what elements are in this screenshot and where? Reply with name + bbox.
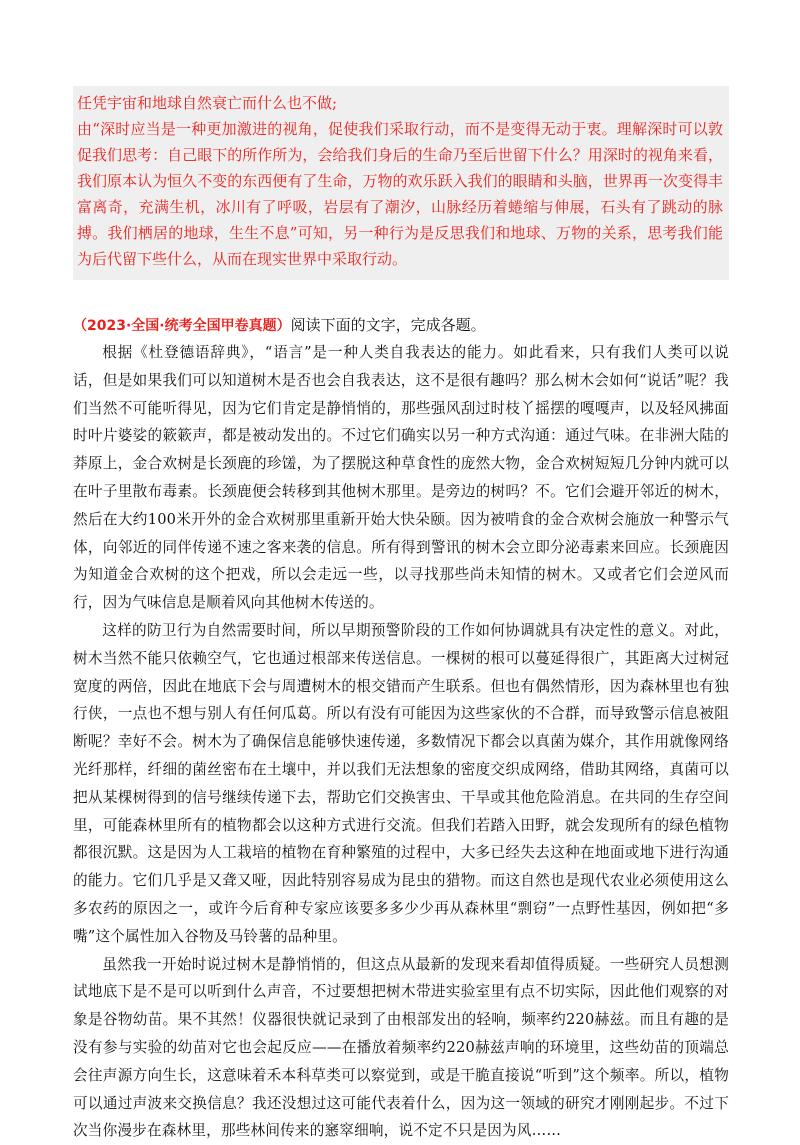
question-header: [73, 312, 729, 339]
question-instruction: 阅读下面的文字，完成各题。: [290, 316, 486, 334]
passage-paragraph: 根据《杜登德语辞典》，“语言”是一种人类自我表达的能力。如此看来，只有我们人类可以说话，但是如果我们可以知道树木是否也会自我表达，这不是很有趣吗？那么树木会如何“说话”呢？我们当然不可能听得见，因为它们肯定是静悄悄的，那些强风刮过时枝丫摇摆的嘎嘎声，以及轻风拂面时叶片婆娑的簌簌声，都是被动发出的。不过它们确实以另一种方式沟通：通过气味。在非洲大陆的莽原上，金合欢树是长颈鹿的珍馐，为了摆脱这种草食性的庞然大物，金合欢树短短几分钟内就可以在叶子里散布毒素。长颈鹿便会转移到其他树木那里。是旁边的树吗？不。它们会避开邻近的树木，然后在大约100米开外的金合欢树那里重新开始大快朵颐。因为被啃食的金合欢树会施放一种警示气体，向邻近的同伴传递不速之客来袭的信息。所有得到警讯的树木会立即分泌毒素来回应。长颈鹿因为知道金合欢树的这个把戏，所以会走远一些，以寻找那些尚未知情的树木。又或者它们会逆风而行，因为气味信息是顺着风向其他树木传送的。: [73, 344, 729, 612]
question-section: [73, 312, 729, 1145]
reading-passage: [73, 339, 729, 1145]
exam-source-tag: （2023·全国·统考全国甲卷真题）: [73, 318, 291, 334]
passage-paragraph: 虽然我一开始时说过树木是静悄悄的，但这点从最新的发现来看却值得质疑。一些研究人员想测试地底下是不是可以听到什么声音，不过要想把树木带进实验室里有点不切实际，因此他们观察的对象是谷物幼苗。果不其然！仪器很快就记录到了由根部发出的轻响，频率约220赫兹。而且有趣的是没有参与实验的幼苗对它也会起反应——在播放着频率约220赫兹声响的环境里，这些幼苗的顶端总会往声源方向生长，这意味着禾本科草类可以察觉到，或是干脆直接说“听到”这个频率。所以，植物可以通过声波来交换信息？我还没想过这可能代表着什么，因为这一领域的研究才刚刚起步。不过下次当你漫步在森林里，那些林间传来的窸窣细响，说不定不只是因为风……: [73, 955, 729, 1140]
answer-line: 任凭宇宙和地球自然衰亡而什么也不做;: [77, 94, 338, 112]
answer-explanation-box: [73, 86, 729, 280]
answer-line: 由“深时应当是一种更加激进的视角，促使我们采取行动，而不是变得无动于衷。理解深时可以敦促我们思考：自己眼下的所作所为，会给我们身后的生命乃至后世留下什么？用深时的视角来看，我们原本认为恒久不变的东西便有了生命，万物的欢乐跃入我们的眼睛和头脑，世界再一次变得丰富离奇，充满生机，冰川有了呼吸，岩层有了潮汐，山脉经历着蜷缩与伸展，石头有了跳动的脉搏。我们栖居的地球，生生不息”可知，另一种行为是反思我们和地球、万物的关系，思考我们能为后代留下些什么，从而在现实世界中采取行动。: [77, 120, 723, 268]
passage-paragraph: 这样的防卫行为自然需要时间，所以早期预警阶段的工作如何协调就具有决定性的意义。对此，树木当然不能只依赖空气，它也通过根部来传送信息。一棵树的根可以蔓延得很广，其距离大过树冠宽度的两倍，因此在地底下会与周遭树木的根交错而产生联系。但也有偶然情形，因为森林里也有独行侠，一点也不想与别人有任何瓜葛。所以有没有可能因为这些家伙的不合群，而导致警示信息被阻断呢？幸好不会。树木为了确保信息能够快速传递，多数情况下都会以真菌为媒介，其作用就像网络光纤那样，纤细的菌丝密布在土壤中，并以我们无法想象的密度交织成网络，借助其网络，真菌可以把从某棵树得到的信号继续传递下去，帮助它们交换害虫、干旱或其他危险消息。在共同的生存空间里，可能森林里所有的植物都会以这种方式进行交流。但我们若踏入田野，就会发现所有的绿色植物都很沉默。这是因为人工栽培的植物在育种繁殖的过程中，大多已经失去这种在地面或地下进行沟通的能力。它们几乎是又聋又哑，因此特别容易成为昆虫的猎物。而这自然也是现代农业必须使用这么多农药的原因之一，或许今后育种专家应该要多多少少再从森林里“剽窃”一点野性基因，例如把“多嘴”这个属性加入谷物及马铃薯的品种里。: [73, 621, 729, 945]
